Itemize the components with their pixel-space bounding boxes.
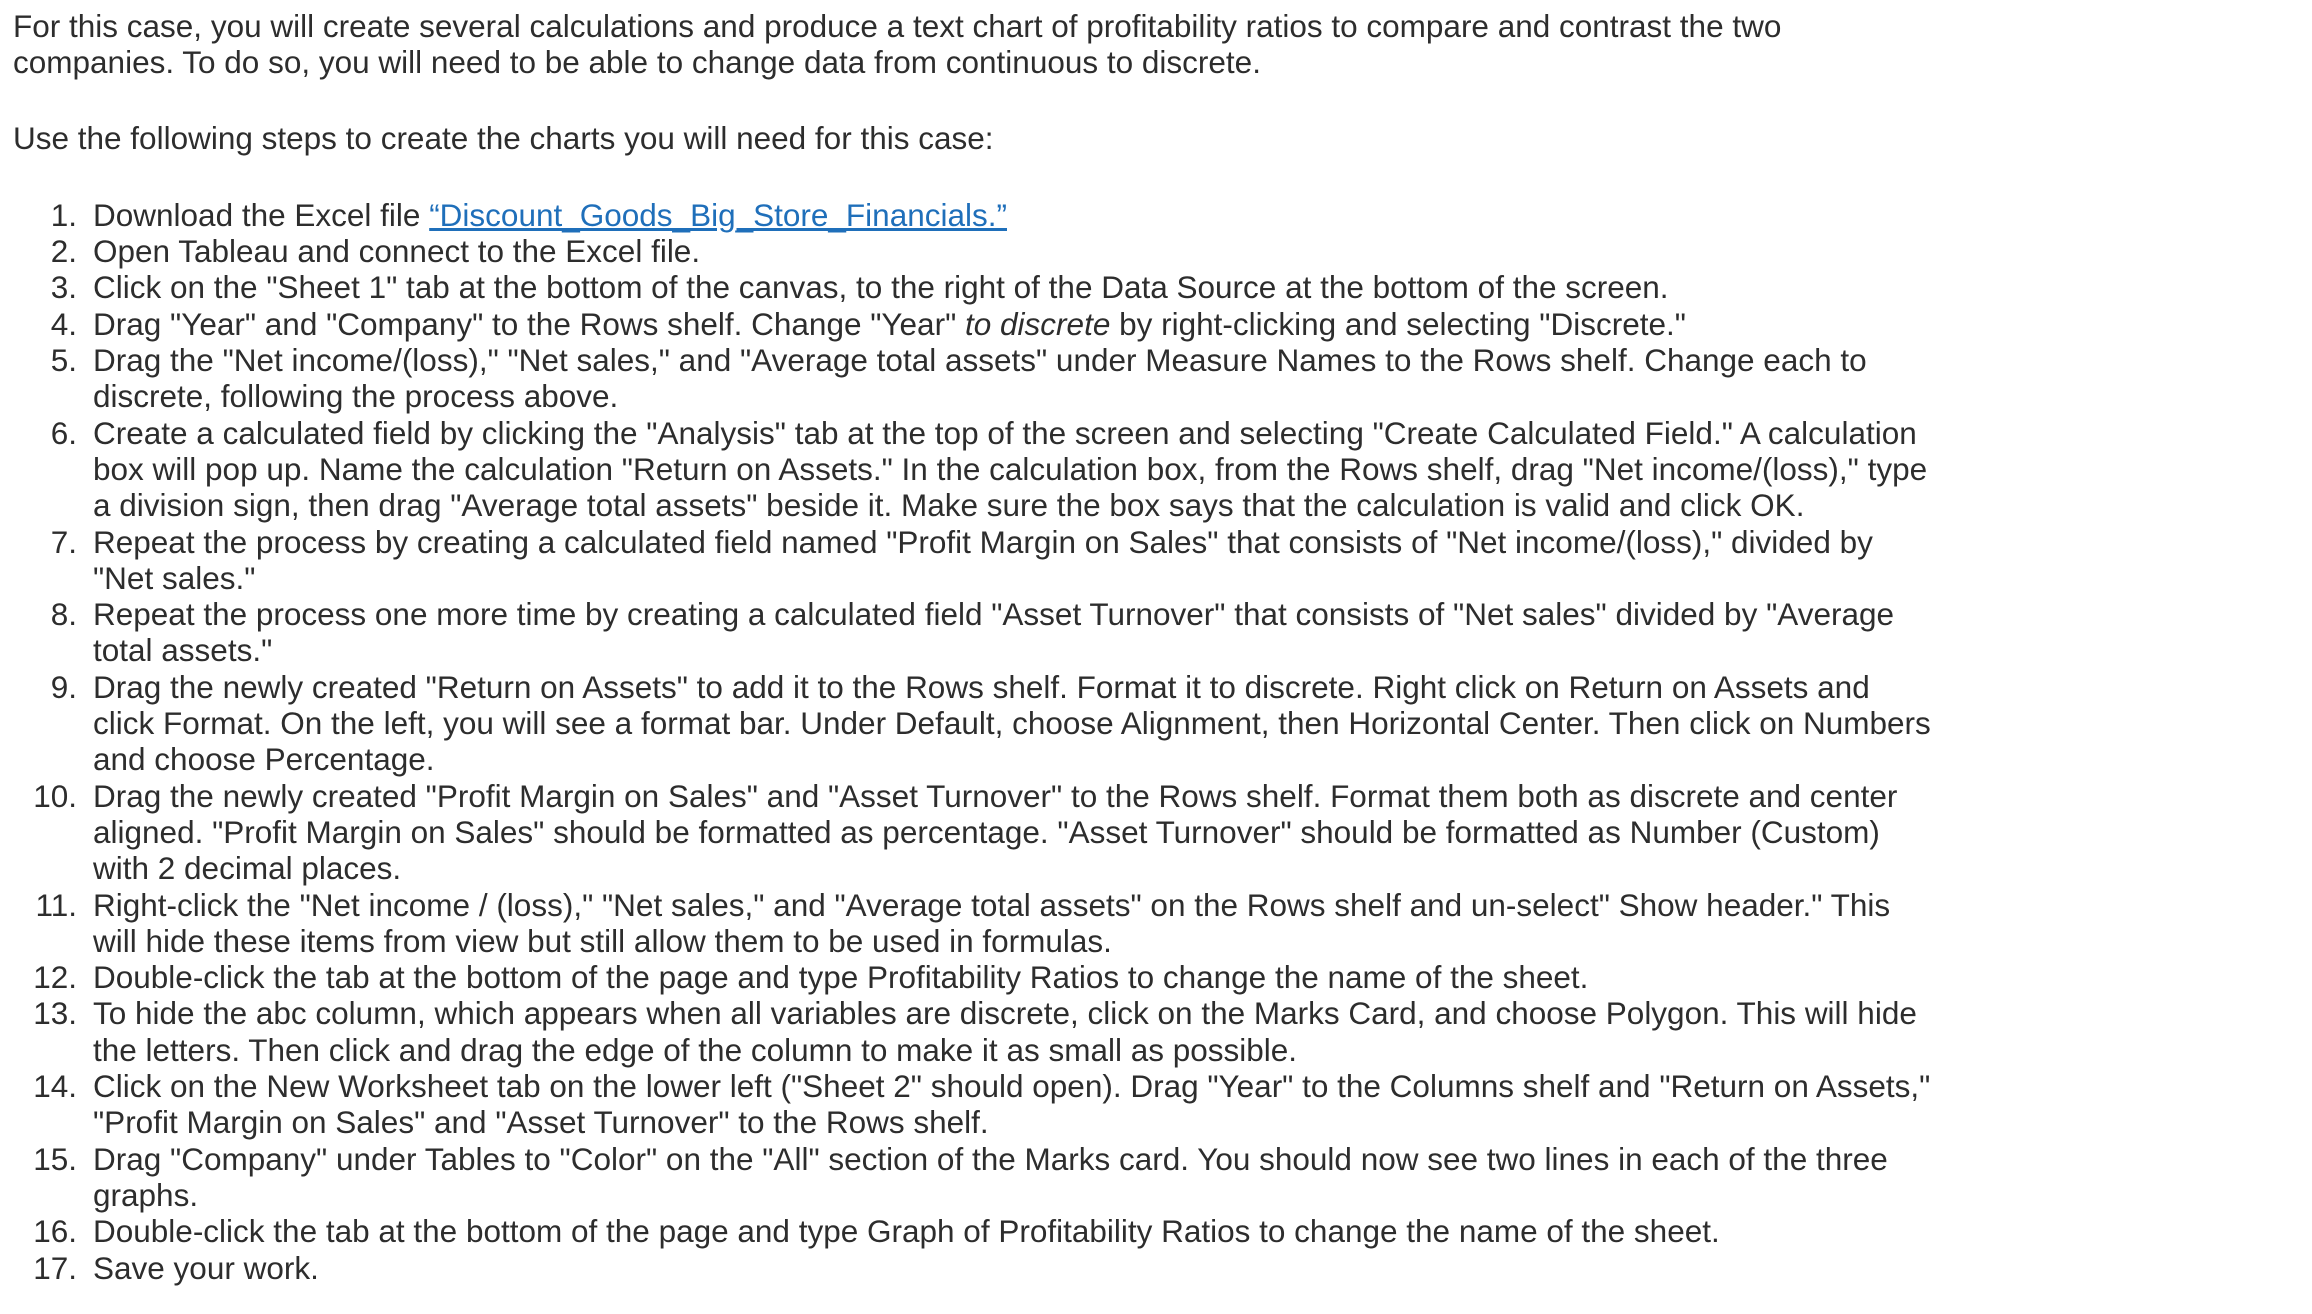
step-number: 5. — [50, 342, 77, 379]
steps-list — [13, 197, 1933, 1286]
step-number: 13. — [33, 995, 77, 1032]
excel-file-link[interactable]: “Discount_Goods_Big_Store_Financials.” — [429, 196, 1007, 233]
step-text: Drag "Company" under Tables to "Color" on the "All" section of the Marks card. You should now see two lines in each of the three graphs. — [93, 1140, 1888, 1213]
step-text: Drag the newly created "Profit Margin on Sales" and "Asset Turnover" to the Rows shelf. Format them both as discrete and center aligned. "Profit Margin on Sales" should be formatted as percentage. "Asset Turnover" should be formatted as Number (Custom) with 2 decimal places. — [93, 777, 1898, 887]
list-item — [13, 269, 1933, 305]
step-text: Repeat the process by creating a calculated field named "Profit Margin on Sales" that consists of "Net income/(loss)," divided by "Net sales." — [93, 523, 1873, 596]
step-text: Repeat the process one more time by creating a calculated field "Asset Turnover" that consists of "Net sales" divided by "Average total assets." — [93, 596, 1895, 669]
step-text: Click on the New Worksheet tab on the lower left ("Sheet 2" should open). Drag "Year" to the Columns shelf and "Return on Assets," "Profit Margin on Sales" and "Asset Turnover" to the Rows shelf. — [93, 1068, 1931, 1141]
step-text: To hide the abc column, which appears when all variables are discrete, click on the Marks Card, and choose Polygon. This will hide the letters. Then click and drag the edge of the column to make it as small as possible. — [93, 995, 1917, 1068]
step-number: 14. — [33, 1068, 77, 1105]
step-text: Double-click the tab at the bottom of the page and type Graph of Profitability Ratios to change the name of the sheet. — [93, 1213, 1720, 1250]
steps-lead-text: Use the following steps to create the charts you will need for this case: — [13, 119, 994, 156]
step-number: 12. — [33, 959, 77, 996]
list-item — [13, 1068, 1933, 1141]
step-number: 7. — [50, 523, 77, 560]
step-text-continued: by right-clicking and selecting "Discrete." — [1110, 305, 1686, 342]
step-number: 11. — [35, 886, 77, 923]
step-number: 6. — [50, 414, 77, 451]
list-item — [13, 306, 1933, 342]
list-item — [13, 233, 1933, 269]
step-text: Save your work. — [93, 1249, 319, 1286]
step-text: Open Tableau and connect to the Excel file. — [93, 233, 701, 270]
list-item — [13, 197, 1933, 233]
list-item — [13, 887, 1933, 960]
step-number: 10. — [33, 777, 77, 814]
step-text: Drag "Year" and "Company" to the Rows shelf. Change "Year" — [93, 305, 966, 342]
list-item — [13, 342, 1933, 415]
list-item — [13, 415, 1933, 524]
step-text: Double-click the tab at the bottom of the page and type Profitability Ratios to change the name of the sheet. — [93, 959, 1589, 996]
step-number: 15. — [33, 1140, 77, 1177]
step-number: 3. — [50, 269, 77, 306]
step-text: Create a calculated field by clicking the "Analysis" tab at the top of the screen and selecting "Create Calculated Field." A calculation box will pop up. Name the calculation "Return on Assets." In the calculation box, from the Rows shelf, drag "Net income/(loss)," type a division sign, then drag "Average total assets" beside it. Make sure the box says that the calculation is valid and click OK. — [93, 414, 1928, 524]
step-text: Right-click the "Net income / (loss)," "Net sales," and "Average total assets" on the Rows shelf and un-select" Show header." This will hide these items from view but still allow them to be used in formulas. — [93, 886, 1891, 959]
step-number: 1. — [50, 196, 77, 233]
list-item — [13, 1250, 1933, 1286]
list-item — [13, 596, 1933, 669]
step-text: Download the Excel file — [93, 196, 430, 233]
intro-paragraph: For this case, you will create several calculations and produce a text chart of profitability ratios to compare and contrast the two companies. To do so, you will need to be able to change data from continuous to discrete. — [13, 8, 1782, 81]
step-number: 16. — [33, 1213, 77, 1250]
list-item — [13, 995, 1933, 1068]
list-item — [13, 524, 1933, 597]
step-number: 2. — [50, 233, 77, 270]
step-number: 8. — [50, 596, 77, 633]
step-text: Drag the newly created "Return on Assets" to add it to the Rows shelf. Format it to discrete. Right click on Return on Assets and click Format. On the left, you will see a format bar. Under Default, choose Alignment, then Horizontal Center. Then click on Numbers and choose Percentage. — [93, 668, 1931, 778]
list-item — [13, 1213, 1933, 1249]
step-number: 17. — [33, 1249, 77, 1286]
list-item — [13, 1141, 1933, 1214]
step-text: Click on the "Sheet 1" tab at the bottom of the canvas, to the right of the Data Source at the bottom of the screen. — [93, 269, 1669, 306]
list-item — [13, 778, 1933, 887]
list-item — [13, 669, 1933, 778]
step-number: 9. — [50, 668, 77, 705]
step-number: 4. — [50, 305, 77, 342]
list-item — [13, 959, 1933, 995]
step-emphasis: to discrete — [965, 305, 1111, 342]
step-text: Drag the "Net income/(loss)," "Net sales," and "Average total assets" under Measure Names to the Rows shelf. Change each to discrete, following the process above. — [93, 342, 1867, 415]
